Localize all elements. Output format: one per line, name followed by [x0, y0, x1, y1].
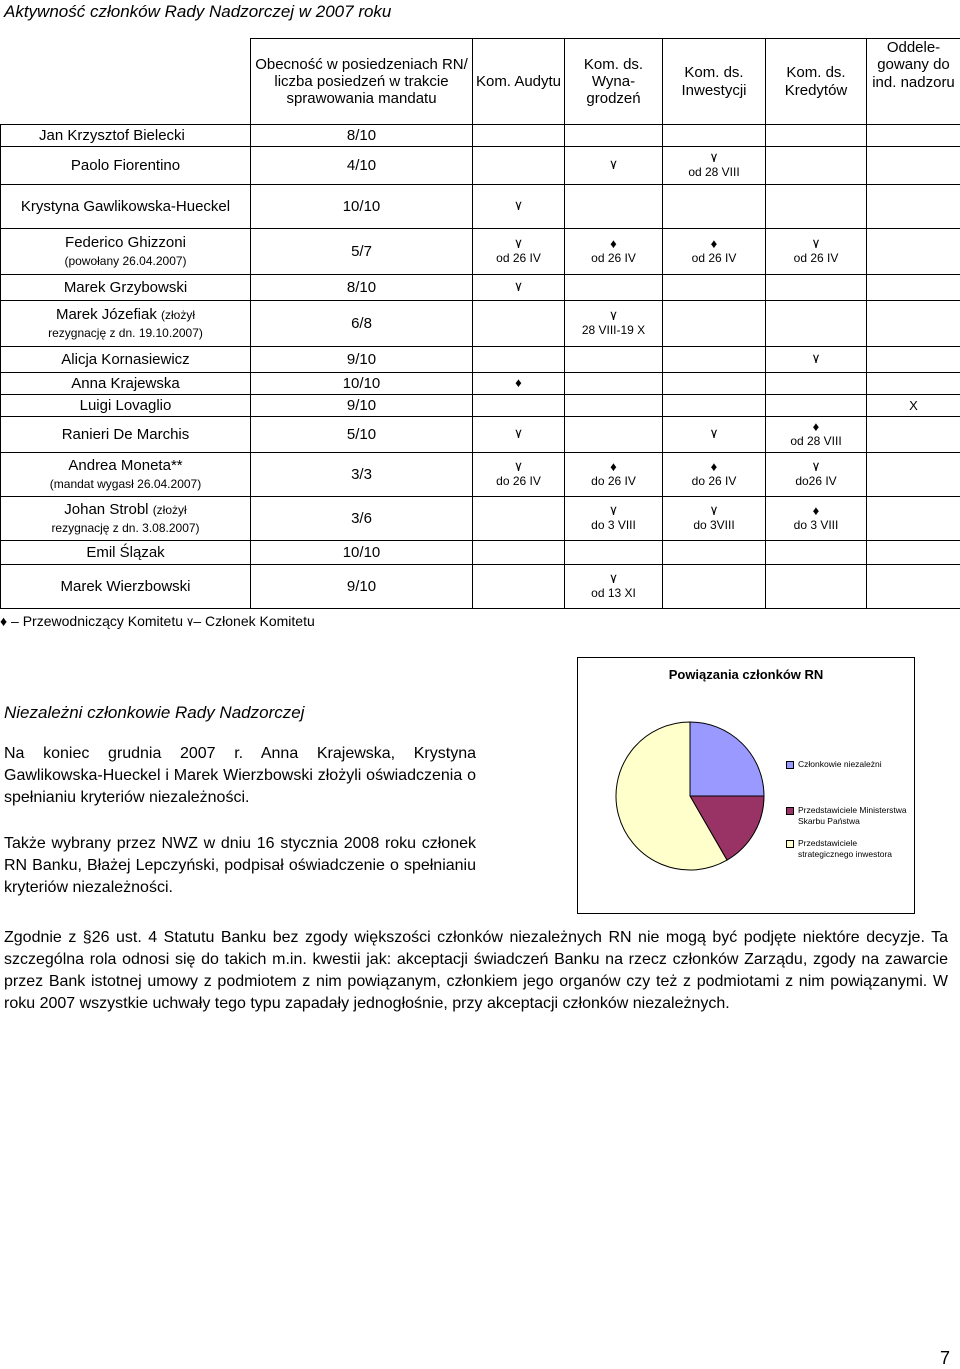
- remuneration-header: Kom. ds. Wyna-grodzeń: [565, 39, 663, 125]
- legend-item-ministry: Przedstawiciele Ministerstwa Skarbu Państwa: [792, 805, 908, 827]
- member-mark: ٧: [473, 427, 564, 441]
- bottom-paragraph: Zgodnie z §26 ust. 4 Statutu Banku bez zgody większości członków niezależnych RN nie mogą być podjęte niektóre decyzje. Ta szczególna rola odnosi się do takich m.in. kwestii jak: akceptacji świadczeń Banku na rzecz członków Zarządu, zgody na zawarcie przez Bank istotnej umowy z podmiotem z nim powiązanym, członkiem jego organów czy też z podmiotami z nim powiązanymi. W roku 2007 wszystkie uchwały tego typu zapadały jednogłośnie, przy akceptacji członków niezależnych.: [4, 927, 948, 1015]
- board-activity-table: [0, 38, 960, 609]
- legend-member-label: – Członek Komitetu: [193, 613, 314, 629]
- member-mark: ٧: [766, 237, 866, 251]
- table-row: Jan Krzysztof Bielecki 8/10: [1, 125, 960, 147]
- independent-paragraph-2: Także wybrany przez NWZ w dniu 16 stycznia 2008 roku członek RN Banku, Błażej Lepczyński, podpisał oświadczenie o spełnianiu kryteriów niezależności.: [4, 833, 476, 899]
- member-mark: ٧: [565, 504, 662, 518]
- member-mark: ٧: [663, 504, 765, 518]
- member-mark: ٧: [187, 615, 193, 629]
- table-row: Anna Krajewska 10/10 ♦: [1, 373, 960, 395]
- legend-chair-label: – Przewodniczący Komitetu: [11, 613, 183, 629]
- legend-swatch: [786, 840, 794, 848]
- member-mark: ٧: [766, 352, 866, 366]
- chair-mark: ♦: [766, 504, 866, 518]
- member-mark: ٧: [473, 280, 564, 294]
- table-row: Krystyna Gawlikowska-Hueckel 10/10 ٧: [1, 185, 960, 229]
- member-mark: ٧: [565, 158, 662, 172]
- independent-paragraph-1: Na koniec grudnia 2007 r. Anna Krajewska, Krystyna Gawlikowska-Hueckel i Marek Wierzbowski złożyli oświadczenia o spełnianiu kryteriów niezależności.: [4, 743, 476, 809]
- table-row: Luigi Lovaglio 9/10 X: [1, 395, 960, 417]
- table-row: Paolo Fiorentino 4/10 ٧ ٧ od 28 VIII: [1, 147, 960, 185]
- investment-header: Kom. ds. Inwestycji: [663, 39, 766, 125]
- chair-mark: ♦: [663, 237, 765, 251]
- legend-swatch: [786, 807, 794, 815]
- legend-item-investor: Przedstawiciele strategicznego inwestora: [792, 838, 908, 860]
- delegated-mark: X: [909, 398, 918, 413]
- member-mark: ٧: [565, 309, 662, 323]
- table-row: Johan Strobl (złożył rezygnację z dn. 3.08.2007) 3/6 ٧ do 3 VIII ٧ do 3VIII ♦ do 3 VIII: [1, 497, 960, 541]
- chair-mark: ♦: [0, 613, 7, 629]
- chair-mark: ♦: [565, 460, 662, 474]
- table-row: Ranieri De Marchis 5/10 ٧ ٧ ♦ od 28 VIII: [1, 417, 960, 453]
- legend-swatch: [786, 761, 794, 769]
- pie-chart: [577, 657, 915, 914]
- chair-mark: ♦: [473, 376, 564, 390]
- independent-section-title: Niezależni członkowie Rady Nadzorczej: [4, 703, 304, 723]
- table-legend: [0, 613, 315, 629]
- table-row: Andrea Moneta** (mandat wygasł 26.04.2007) 3/3 ٧ do 26 IV ♦ do 26 IV ♦ do 26 IV ٧ do26 IV: [1, 453, 960, 497]
- table-row: Marek Grzybowski 8/10 ٧: [1, 275, 960, 301]
- legend-item-independent: Członkowie niezależni: [792, 759, 908, 770]
- table-row: Marek Józefiak (złożył rezygnację z dn. 19.10.2007) 6/8 ٧ 28 VIII-19 X: [1, 301, 960, 347]
- pie-svg: [578, 658, 914, 913]
- chair-mark: ♦: [663, 460, 765, 474]
- member-mark: ٧: [663, 151, 765, 165]
- member-mark: ٧: [663, 427, 765, 441]
- table-row: Marek Wierzbowski 9/10 ٧ od 13 XI: [1, 565, 960, 609]
- member-mark: ٧: [565, 572, 662, 586]
- chair-mark: ♦: [565, 237, 662, 251]
- delegated-header: Oddele-gowany do ind. nadzoru: [867, 39, 960, 125]
- member-mark: ٧: [766, 460, 866, 474]
- page-title: Aktywność członków Rady Nadzorczej w 2007 roku: [4, 2, 391, 22]
- table-row: Alicja Kornasiewicz 9/10 ٧: [1, 347, 960, 373]
- attendance-header: Obecność w posiedzeniach RN/ liczba posiedzeń w trakcie sprawowania mandatu: [251, 39, 473, 125]
- chart-title: Powiązania członków RN: [578, 667, 914, 682]
- member-mark: ٧: [473, 199, 564, 213]
- audit-header: Kom. Audytu: [473, 39, 565, 125]
- credit-header: Kom. ds. Kredytów: [766, 39, 867, 125]
- header-row: [1, 39, 960, 125]
- chair-mark: ♦: [766, 420, 866, 434]
- pie-slice-0: [690, 722, 764, 796]
- table-row: Emil Ślązak 10/10: [1, 541, 960, 565]
- member-mark: ٧: [473, 460, 564, 474]
- member-mark: ٧: [473, 237, 564, 251]
- page-number: 7: [940, 1348, 950, 1369]
- table-row: Federico Ghizzoni (powołany 26.04.2007) 5/7 ٧ od 26 IV ♦ od 26 IV ♦ od 26 IV ٧ od 26 IV: [1, 229, 960, 275]
